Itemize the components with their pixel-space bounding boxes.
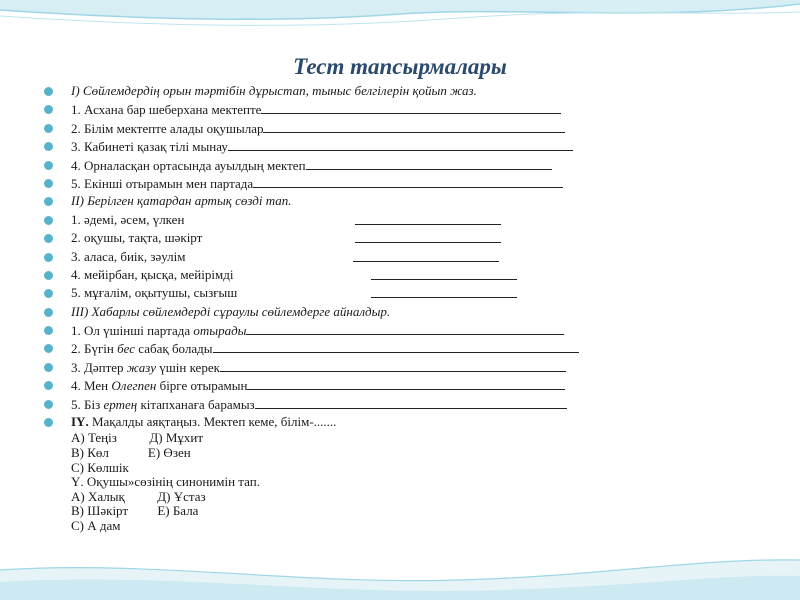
bullet-icon [44, 197, 53, 206]
list-item [44, 211, 664, 229]
section3-heading-row [44, 303, 664, 321]
list-item [44, 395, 664, 413]
bullet-icon [44, 344, 53, 353]
bullet-icon [44, 326, 53, 335]
list-item [44, 284, 664, 302]
answer-line[interactable] [261, 100, 561, 114]
item-text: бірге отырамын [156, 378, 248, 394]
item-text: 1. Ол үшінші партада [71, 323, 194, 339]
emphasized-word: ертең [103, 396, 138, 412]
bottom-wave-decoration [0, 530, 800, 600]
top-wave-decoration [0, 0, 800, 60]
list-item [44, 248, 664, 266]
bullet-icon [44, 363, 53, 372]
bullet-icon [44, 400, 53, 409]
answer-line[interactable] [371, 266, 517, 280]
page-title: Тест тапсырмалары [293, 54, 507, 79]
answer-line[interactable] [371, 284, 517, 298]
answer-line[interactable] [353, 248, 499, 262]
item-text: 5. Екінші отырамын мен партада [71, 175, 254, 191]
item-text: 3. аласа, биік, зәулім [71, 248, 186, 264]
list-item [44, 358, 664, 376]
answer-line[interactable] [253, 174, 563, 188]
answer-line[interactable] [246, 321, 564, 335]
emphasized-word: Олегпен [111, 378, 157, 394]
answer-line[interactable] [213, 339, 579, 353]
list-item [44, 229, 664, 247]
section4-option: А) Теңіз Д) Мұхит [71, 430, 204, 446]
item-text: 4. Орналасқан ортасында ауылдың мектеп [71, 157, 306, 173]
bullet-icon [44, 289, 53, 298]
item-text: 2. Білім мектепте алады оқушылар [71, 120, 264, 136]
answer-line[interactable] [355, 211, 501, 225]
bullet-icon [44, 253, 53, 262]
list-item [44, 266, 664, 284]
bullet-icon [44, 418, 53, 427]
answer-line[interactable] [228, 137, 573, 151]
emphasized-word: отырады [193, 323, 247, 339]
item-text: 3. Дәптер [71, 359, 127, 375]
section4-heading-row [44, 413, 664, 431]
section3-heading: ІІІ) Хабарлы сөйлемдерді сұраулы сөйлемдерге айналдыр. [71, 303, 391, 319]
item-text: сабақ болады [135, 341, 213, 357]
emphasized-word: жазу [126, 359, 156, 375]
answer-line[interactable] [247, 376, 565, 390]
list-item [44, 119, 664, 137]
section1-heading: І) Сөйлемдердің орын тәртібін дұрыстап, тыныс белгілерін қойып жаз. [71, 83, 477, 98]
answer-line[interactable] [220, 358, 566, 372]
item-text: 5. Біз [71, 396, 104, 412]
bullet-icon [44, 271, 53, 280]
test-content [44, 82, 664, 534]
section5-heading: Ү. Оқушы»сөзінің синонимін тап. [71, 474, 260, 490]
list-item [44, 156, 664, 174]
section5-option: В) Шәкірт Е) Бала [71, 503, 199, 519]
answer-line[interactable] [255, 395, 567, 409]
bullet-icon [44, 142, 53, 151]
bullet-icon [44, 216, 53, 225]
emphasized-word: бес [117, 341, 136, 357]
list-item [44, 321, 664, 339]
item-text: 2. оқушы, тақта, шәкірт [71, 230, 203, 246]
list-item [44, 137, 664, 155]
list-item [44, 100, 664, 118]
item-text: 5. мұғалім, оқытушы, сызғыш [71, 285, 238, 301]
bullet-icon [44, 308, 53, 317]
section4-option: В) Көл Е) Өзен [71, 445, 191, 461]
item-text: үшін керек [155, 359, 220, 375]
section4-option: С) Көлшік [71, 459, 129, 475]
section1-heading-row [44, 82, 664, 100]
bullet-icon [44, 124, 53, 133]
item-text: 1. Асхана бар шеберхана мектепте [71, 102, 262, 118]
item-text: 1. әдемі, әсем, үлкен [71, 211, 185, 227]
answer-line[interactable] [355, 229, 501, 243]
bullet-icon [44, 234, 53, 243]
item-text: 4. мейірбан, қысқа, мейірімді [71, 266, 234, 282]
answer-line[interactable] [263, 119, 565, 133]
item-text: кітапханаға барамыз [137, 396, 255, 412]
answer-line[interactable] [306, 156, 552, 170]
item-text: 4. Мен [71, 378, 112, 394]
section4-heading: Мақалды аяқтаңыз. Мектеп кеме, білім-....... [88, 414, 337, 430]
bullet-icon [44, 381, 53, 390]
section5-option: С) А дам [71, 517, 121, 533]
section5-option: А) Халық Д) Ұстаз [71, 488, 206, 504]
list-item [44, 376, 664, 394]
bullet-icon [44, 179, 53, 188]
bullet-icon [44, 105, 53, 114]
bullet-icon [44, 161, 53, 170]
list-item [44, 339, 664, 357]
item-text: 2. Бүгін [71, 341, 118, 357]
bullet-icon [44, 87, 53, 96]
item-text: 3. Кабинеті қазақ тілі мынау [71, 139, 228, 155]
section2-heading-row [44, 192, 664, 210]
section4-number: ІҮ. [71, 414, 89, 430]
list-item [44, 174, 664, 192]
section2-heading: ІІ) Берілген қатардан артық сөзді тап. [71, 193, 292, 209]
